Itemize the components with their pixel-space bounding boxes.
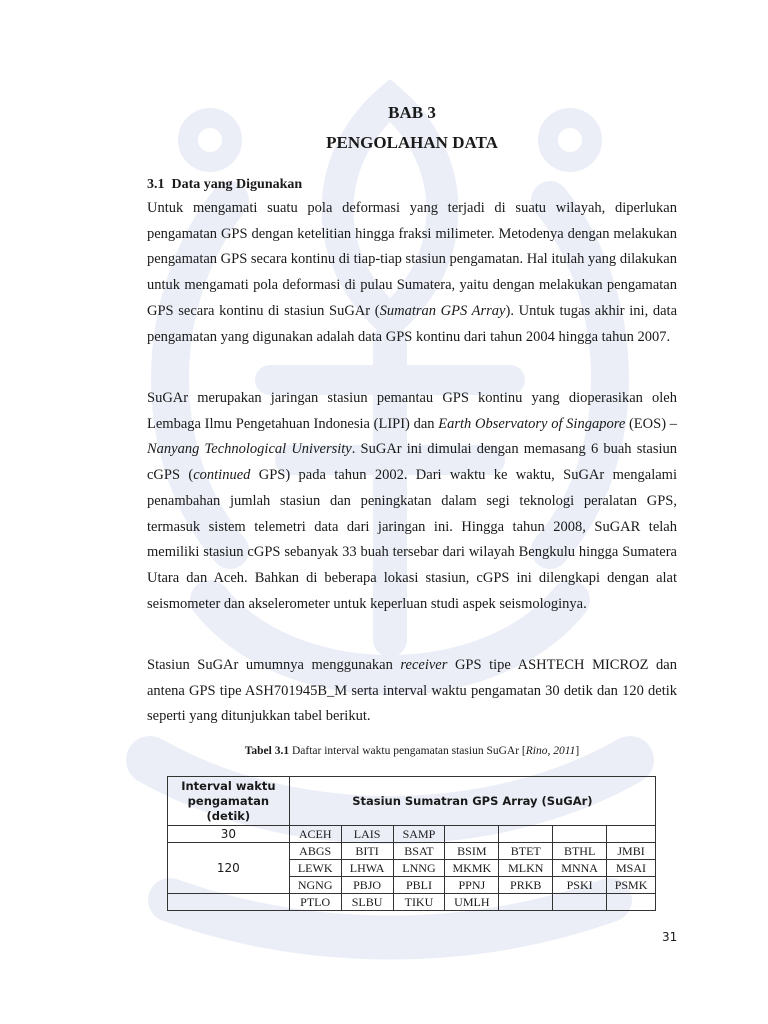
station-cell: MNNA — [553, 860, 607, 877]
interval-cell: 30 — [168, 826, 290, 843]
station-cell: LHWA — [341, 860, 393, 877]
station-cell: PBJO — [341, 877, 393, 894]
station-cell: LAIS — [341, 826, 393, 843]
section-heading — [147, 177, 302, 193]
station-cell — [553, 826, 607, 843]
station-cell: UMLH — [445, 894, 499, 911]
station-cell: ACEH — [289, 826, 341, 843]
table-caption: Tabel 3.1 Daftar interval waktu pengamatan stasiun SuGAr [Rino, 2011] — [244, 745, 580, 757]
page-number: 31 — [662, 930, 678, 944]
station-cell: MKMK — [445, 860, 499, 877]
station-interval-table — [167, 776, 656, 911]
station-cell: PRKB — [499, 877, 553, 894]
station-cell: LEWK — [289, 860, 341, 877]
station-cell: PPNJ — [445, 877, 499, 894]
station-cell: BSAT — [393, 843, 445, 860]
station-cell: BITI — [341, 843, 393, 860]
station-cell: BTET — [499, 843, 553, 860]
station-cell: SAMP — [393, 826, 445, 843]
chapter-number: BAB 3 — [388, 103, 436, 122]
paragraph-2: SuGAr merupakan jaringan stasiun pemantau GPS kontinu yang dioperasikan oleh Lembaga Ilmu Pengetahuan Indonesia (LIPI) dan Earth Observatory of Singapore (EOS) – Nanyang Technological University. SuGAr ini dimulai dengan memasang 6 buah stasiun cGPS (continued GPS) pada tahun 2002. Dari waktu ke waktu, SuGAr mengalami penambahan jumlah stasiun dan peningkatan dalam segi teknologi peralatan GPS, termasuk sistem telemetri data dari jaringan ini. Hingga tahun 2008, SuGAR telah memiliki stasiun cGPS sebanyak 33 buah tersebar dari wilayah Bengkulu hingga Sumatera Utara dan Aceh. Bahkan di beberapa lokasi stasiun, cGPS ini dilengkapi dengan alat seismometer dan akselerometer untuk keperluan studi aspek seismologinya. — [147, 390, 677, 612]
station-cell — [499, 894, 553, 911]
station-cell: PBLI — [393, 877, 445, 894]
station-cell: LNNG — [393, 860, 445, 877]
station-cell: BTHL — [553, 843, 607, 860]
station-cell: PSMK — [607, 877, 656, 894]
station-cell — [553, 894, 607, 911]
station-cell: BSIM — [445, 843, 499, 860]
station-cell: TIKU — [393, 894, 445, 911]
station-cell: PTLO — [289, 894, 341, 911]
interval-cell — [168, 894, 290, 911]
station-cell: MLKN — [499, 860, 553, 877]
header-stations: Stasiun Sumatran GPS Array (SuGAr) — [289, 777, 655, 826]
station-cell: ABGS — [289, 843, 341, 860]
station-cell: SLBU — [341, 894, 393, 911]
station-cell: JMBI — [607, 843, 656, 860]
station-cell — [445, 826, 499, 843]
section-number: 3.1 — [147, 177, 165, 192]
station-cell: NGNG — [289, 877, 341, 894]
header-interval: Interval waktu pengamatan (detik) — [168, 777, 290, 826]
station-cell: PSKI — [553, 877, 607, 894]
station-cell: MSAI — [607, 860, 656, 877]
section-title: Data yang Digunakan — [171, 177, 303, 192]
paragraph-1: Untuk mengamati suatu pola deformasi yang terjadi di suatu wilayah, diperlukan pengamatan GPS dengan ketelitian hingga fraksi milimeter. Metodenya dengan melakukan pengamatan GPS secara kontinu di tiap-tiap stasiun pengamatan. Hal itulah yang dilakukan untuk mengamati pola deformasi di pulau Sumatera, yaitu dengan melakukan pengamatan GPS secara kontinu di stasiun SuGAr (Sumatran GPS Array). Untuk tugas akhir ini, data pengamatan yang digunakan adalah data GPS kontinu dari tahun 2004 hingga tahun 2007. — [147, 200, 678, 345]
paragraph-3: Stasiun SuGAr umumnya menggunakan receiver GPS tipe ASHTECH MICROZ dan antena GPS tipe ASH701945B_M serta interval waktu pengamatan 30 detik dan 120 detik seperti yang ditunjukkan tabel berikut. — [147, 657, 677, 725]
interval-cell: 120 — [168, 843, 290, 894]
chapter-title: PENGOLAHAN DATA — [326, 133, 498, 152]
station-cell — [607, 826, 656, 843]
station-cell — [499, 826, 553, 843]
station-cell — [607, 894, 656, 911]
